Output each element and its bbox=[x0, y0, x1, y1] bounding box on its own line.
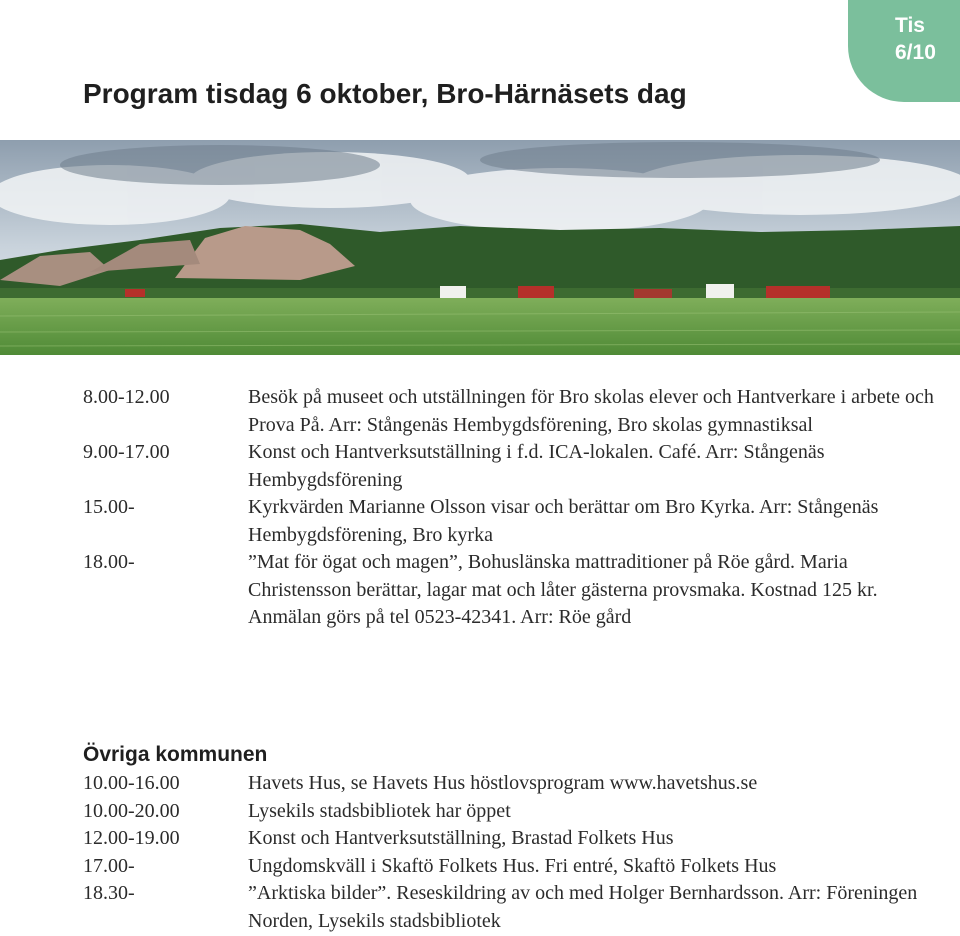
program-item bbox=[83, 439, 943, 494]
other-program-list bbox=[83, 770, 943, 935]
program-item bbox=[83, 384, 943, 439]
other-time: 18.30- bbox=[83, 882, 135, 904]
other-description: Ungdomskväll i Skaftö Folkets Hus. Fri entré, Skaftö Folkets Hus bbox=[248, 854, 777, 877]
other-time: 17.00- bbox=[83, 854, 135, 877]
page-title: Program tisdag 6 oktober, Bro-Härnäsets dag bbox=[83, 78, 687, 109]
other-time: 10.00-20.00 bbox=[83, 799, 180, 822]
other-item bbox=[83, 825, 943, 853]
program-time: 15.00- bbox=[83, 496, 135, 518]
other-item bbox=[83, 880, 943, 935]
program-item bbox=[83, 549, 943, 632]
section-heading-other: Övriga kommunen bbox=[83, 743, 268, 766]
other-description: Lysekils stadsbibliotek har öppet bbox=[248, 799, 511, 822]
program-description: Kyrkvärden Marianne Olsson visar och berättar om Bro Kyrka. Arr: Stångenäs Hembygdsförening, Bro kyrka bbox=[248, 496, 879, 546]
other-description: ”Arktiska bilder”. Reseskildring av och med Holger Bernhardsson. Arr: Föreningen Norden, Lysekils stadsbibliotek bbox=[248, 882, 918, 932]
other-item bbox=[83, 853, 943, 881]
program-description: Konst och Hantverksutställning i f.d. ICA-lokalen. Café. Arr: Stångenäs Hembygdsförening bbox=[248, 441, 825, 491]
other-time: 10.00-16.00 bbox=[83, 772, 180, 794]
other-time: 12.00-19.00 bbox=[83, 827, 180, 849]
program-time: 18.00- bbox=[83, 551, 135, 573]
landscape-photo bbox=[0, 140, 960, 355]
program-time: 8.00-12.00 bbox=[83, 386, 170, 408]
program-description: Besök på museet och utställningen för Bro skolas elever och Hantverkare i arbete och Prova På. Arr: Stångenäs Hembygdsförening, Bro skolas gymnastiksal bbox=[248, 386, 934, 436]
other-item bbox=[83, 770, 943, 798]
program-time: 9.00-17.00 bbox=[83, 441, 170, 463]
program-item bbox=[83, 494, 943, 549]
other-description: Havets Hus, se Havets Hus höstlovsprogram www.havetshus.se bbox=[248, 772, 758, 794]
date-tab-label bbox=[895, 12, 955, 66]
tab-day: Tis bbox=[895, 14, 925, 37]
tab-date: 6/10 bbox=[895, 41, 936, 64]
program-description: ”Mat för ögat och magen”, Bohuslänska mattraditioner på Röe gård. Maria Christensson berättar, lagar mat och låter gästerna provsmaka. Kostnad 125 kr. Anmälan görs på tel 0523-42341. Arr: Röe gård bbox=[248, 551, 878, 628]
program-list bbox=[83, 384, 943, 632]
other-item bbox=[83, 798, 943, 826]
other-description: Konst och Hantverksutställning, Brastad Folkets Hus bbox=[248, 827, 674, 849]
